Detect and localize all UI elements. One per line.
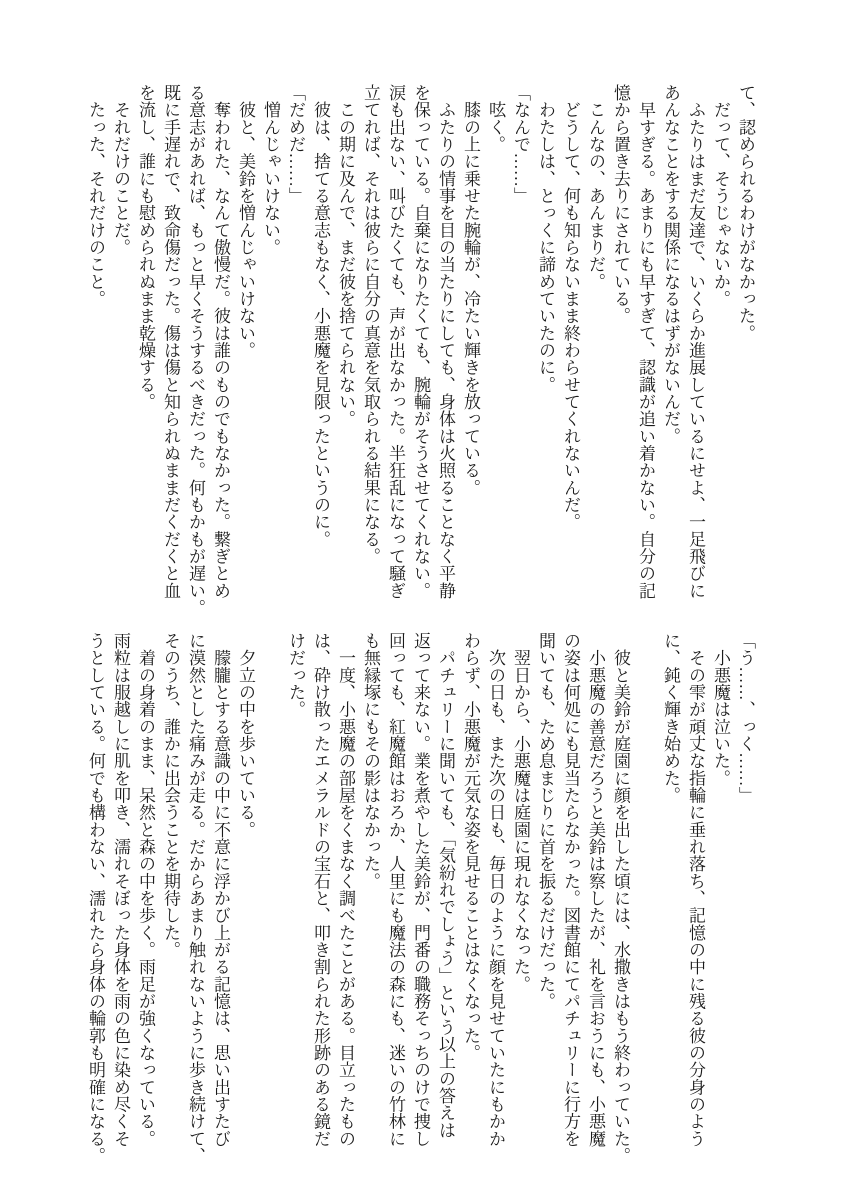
text-column: パチュリーに聞いても、「気紛れでしょう」という以上の答えは [436, 632, 455, 1139]
text-column: 夕立の中を歩いている。 [236, 632, 255, 839]
text-column: の姿は何処にも見当たらなかった。図書館にてパチュリーに行方を [561, 632, 580, 1148]
text-column: それだけのことだ。 [111, 84, 130, 256]
text-block-lower [83, 632, 758, 1165]
text-column: この期に及んで、まだ彼を捨てられない。 [336, 84, 355, 428]
text-column: 涙も出ない、叫びたくても、声が出なかった。半狂乱になって騒ぎ [386, 84, 405, 600]
text-column: 翌日から、小悪魔は庭園に現れなくなった。 [511, 632, 530, 993]
text-column: 既に手遅れで、致命傷だった。傷は傷と知られぬままだくだくと血 [161, 84, 180, 600]
text-column: る意志があれば、もっと早くそうするべきだった。何もかもが遅い。 [186, 84, 205, 617]
text-column: 返って来ない。業を煮やした美鈴が、門番の職務そっちのけで捜し [411, 632, 430, 1148]
text-column: 立てれば、それは彼らに自分の真意を気取られる結果になる。 [361, 84, 380, 565]
text-column: けだった。 [286, 632, 305, 718]
text-column: 膝の上に乗せた腕輪が、冷たい輝きを放っている。 [461, 84, 480, 497]
text-column: ふたりはまだ友達で、いくらか進展しているにせよ、一足飛びに [686, 84, 705, 600]
text-column: 「う……、っく……」 [736, 632, 755, 804]
text-column: 回っても、紅魔館はおろか、人里にも魔法の森にも、迷いの竹林に [386, 632, 405, 1148]
text-column: 憶から置き去りにされている。 [611, 84, 630, 325]
text-column: も無縁塚にもその影はなかった。 [361, 632, 380, 890]
text-column: そのうち、誰かに出会うことを期待した。 [161, 632, 180, 959]
text-column: 雨粒は服越しに肌を叩き、濡れそぼった身体を雨の色に染め尽くそ [111, 632, 130, 1148]
text-column: わたしは、とっくに諦めていたのに。 [536, 84, 555, 394]
text-column [258, 632, 283, 1148]
text-column: 着の身着のまま、呆然と森の中を歩く。雨足が強くなっている。 [136, 632, 155, 1148]
text-column: だって、そうじゃないか。 [711, 84, 730, 308]
text-column: 呟く。 [486, 84, 505, 153]
text-column: を保っている。自棄になりたくても、腕輪がそうさせてくれない。 [411, 84, 430, 600]
text-column: 次の日も、また次の日も、毎日のように顔を見せていたにもかか [486, 632, 505, 1148]
text-column: 「なんで……」 [511, 84, 530, 205]
text-column: は、砕け散ったエメラルドの宝石と、叩き割られた形跡のある鏡だ [311, 632, 330, 1148]
text-column: こんなの、あんまりだ。 [586, 84, 605, 291]
text-column: 彼と美鈴が庭園に顔を出した頃には、水撒きはもう終わっていた。 [611, 632, 630, 1165]
text-column: たった、それだけのこと。 [86, 84, 105, 308]
text-column [633, 632, 658, 1148]
text-column: 奪われた、なんて傲慢だ。彼は誰のものでもなかった。繋ぎとめ [211, 84, 230, 600]
text-column: て、認められるわけがなかった。 [736, 84, 755, 342]
text-column: わらず、小悪魔が元気な姿を見せることはなくなった。 [461, 632, 480, 1062]
text-column: 「だめだ……」 [286, 84, 305, 205]
text-column: あんなことをする関係になるはずがないんだ。 [661, 84, 680, 445]
text-column: を流し、誰にも慰められぬまま乾燥する。 [136, 84, 155, 411]
text-column: 憎んじゃいけない。 [261, 84, 280, 256]
text-column: その雫が頑丈な指輪に垂れ落ち、記憶の中に残る彼の分身のよう [686, 632, 705, 1148]
text-column: 早すぎる。あまりにも早すぎて、認識が追い着かない。自分の記 [636, 84, 655, 600]
text-column: に漠然とした痛みが走る。だからあまり触れないように歩き続けて、 [186, 632, 205, 1165]
text-column: 小悪魔は泣いた。 [711, 632, 730, 787]
text-column: 彼と、美鈴を憎んじゃいけない。 [236, 84, 255, 359]
text-column: どうして、何も知らないまま終わらせてくれないんだ。 [561, 84, 580, 531]
text-column: ふたりの情事を目の当たりにしても、身体は火照ることなく平静 [436, 84, 455, 600]
text-column: に、鈍く輝き始めた。 [661, 632, 680, 804]
text-column: 一度、小悪魔の部屋をくまなく調べたことがある。目立ったもの [336, 632, 355, 1148]
text-column: 朦朧とする意識の中に不意に浮かび上がる記憶は、思い出すたび [211, 632, 230, 1148]
text-column: 聞いても、ため息まじりに首を振るだけだった。 [536, 632, 555, 1010]
text-block-upper [83, 84, 758, 617]
text-column: うとしている。何でも構わない、濡れたら身体の輪郭も明確になる。 [86, 632, 105, 1165]
text-column: 小悪魔の善意だろうと美鈴は察したが、礼を言おうにも、小悪魔 [586, 632, 605, 1148]
text-column: 彼は、捨てる意志もなく、小悪魔を見限ったというのに。 [311, 84, 330, 548]
